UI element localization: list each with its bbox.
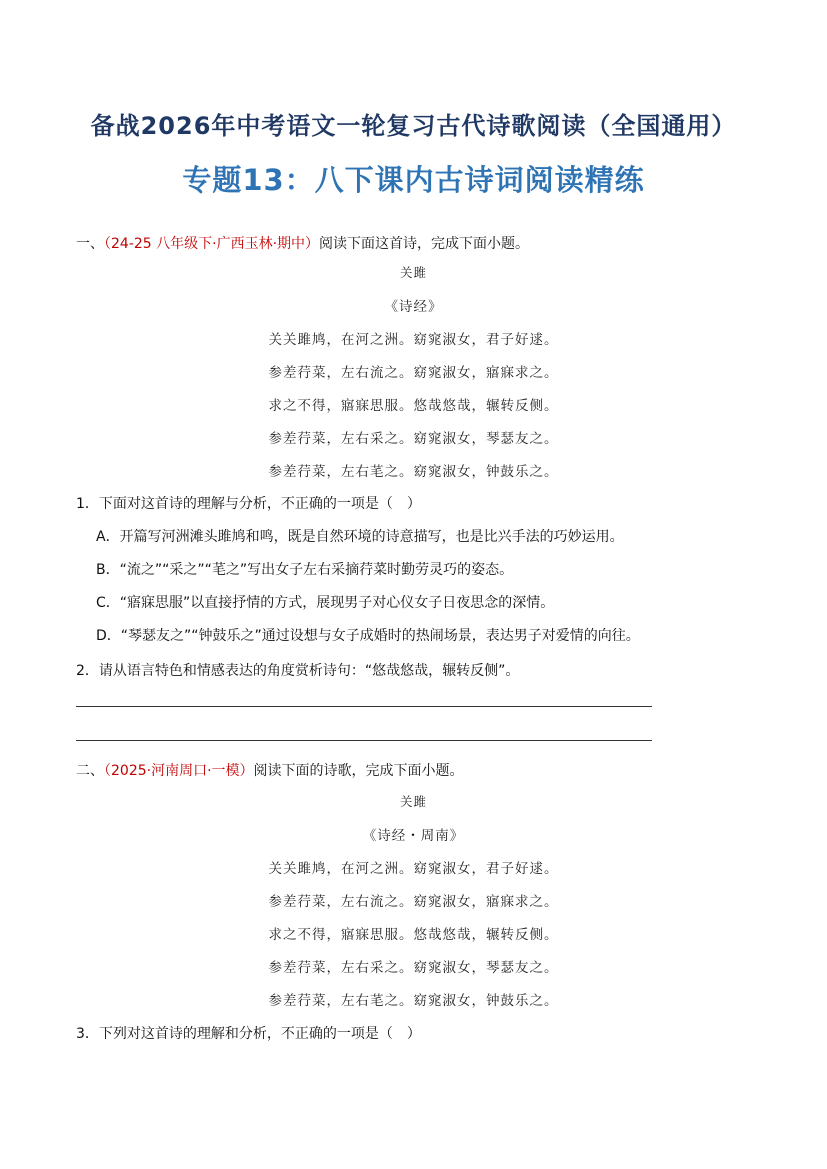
section-2-source: （2025·河南周口·一模） (104, 763, 254, 779)
section-2-prefix: 二、 (76, 763, 104, 779)
question-1-option-b: B．“流之”“采之”“芼之”写出女子左右采摘荇菜时勤劳灵巧的姿态。 (96, 562, 514, 578)
poem-2-line: 求之不得，寤寐思服。悠哉悠哉，辗转反侧。 (268, 927, 559, 943)
poem-2-line: 参差荇菜，左右芼之。窈窕淑女，钟鼓乐之。 (268, 993, 559, 1009)
poem-1-line: 参差荇菜，左右采之。窈窕淑女，琴瑟友之。 (268, 431, 559, 447)
section-2-heading (76, 760, 464, 780)
poem-1-title: 关雎 (399, 265, 427, 280)
poem-2-line: 参差荇菜，左右采之。窈窕淑女，琴瑟友之。 (268, 960, 559, 976)
poem-1-author: 《诗经》 (384, 299, 443, 315)
question-1-option-a: A．开篇写河洲滩头雎鸠和鸣，既是自然环境的诗意描写，也是比兴手法的巧妙运用。 (96, 529, 624, 545)
document-subtitle: 专题13：八下课内古诗词阅读精练 (182, 163, 645, 197)
section-1-heading (76, 233, 529, 253)
question-1-option-c: C．“寤寐思服”以直接抒情的方式，展现男子对心仪女子日夜思念的深情。 (96, 595, 555, 611)
poem-2-line: 参差荇菜，左右流之。窈窕淑女，寤寐求之。 (268, 894, 559, 910)
document-title: 备战2026年中考语文一轮复习古代诗歌阅读（全国通用） (90, 112, 737, 140)
poem-1-line: 关关雎鸠，在河之洲。窈窕淑女，君子好逑。 (268, 332, 559, 348)
poem-2-author: 《诗经・周南》 (362, 828, 465, 844)
poem-1-line: 参差荇菜，左右流之。窈窕淑女，寤寐求之。 (268, 365, 559, 381)
section-2-instruction: 阅读下面的诗歌，完成下面小题。 (253, 763, 464, 779)
question-1: 1．下面对这首诗的理解与分析，不正确的一项是（ ） (76, 496, 421, 512)
question-3: 3．下列对这首诗的理解和分析，不正确的一项是（ ） (76, 1026, 421, 1042)
answer-line (76, 740, 652, 741)
section-1-source: （24-25 八年级下·广西玉林·期中） (104, 236, 320, 252)
section-1-prefix: 一、 (76, 236, 104, 252)
poem-2-line: 关关雎鸠，在河之洲。窈窕淑女，君子好逑。 (268, 861, 559, 877)
answer-line (76, 706, 652, 707)
poem-2-title: 关雎 (399, 794, 427, 809)
section-1-instruction: 阅读下面这首诗，完成下面小题。 (319, 236, 530, 252)
question-2: 2．请从语言特色和情感表达的角度赏析诗句：“悠哉悠哉，辗转反侧”。 (76, 663, 520, 679)
poem-1-line: 参差荇菜，左右芼之。窈窕淑女，钟鼓乐之。 (268, 464, 559, 480)
question-1-option-d: D．“琴瑟友之”“钟鼓乐之”通过设想与女子成婚时的热闹场景，表达男子对爱情的向往。 (96, 628, 640, 644)
poem-1-line: 求之不得，寤寐思服。悠哉悠哉，辗转反侧。 (268, 398, 559, 414)
